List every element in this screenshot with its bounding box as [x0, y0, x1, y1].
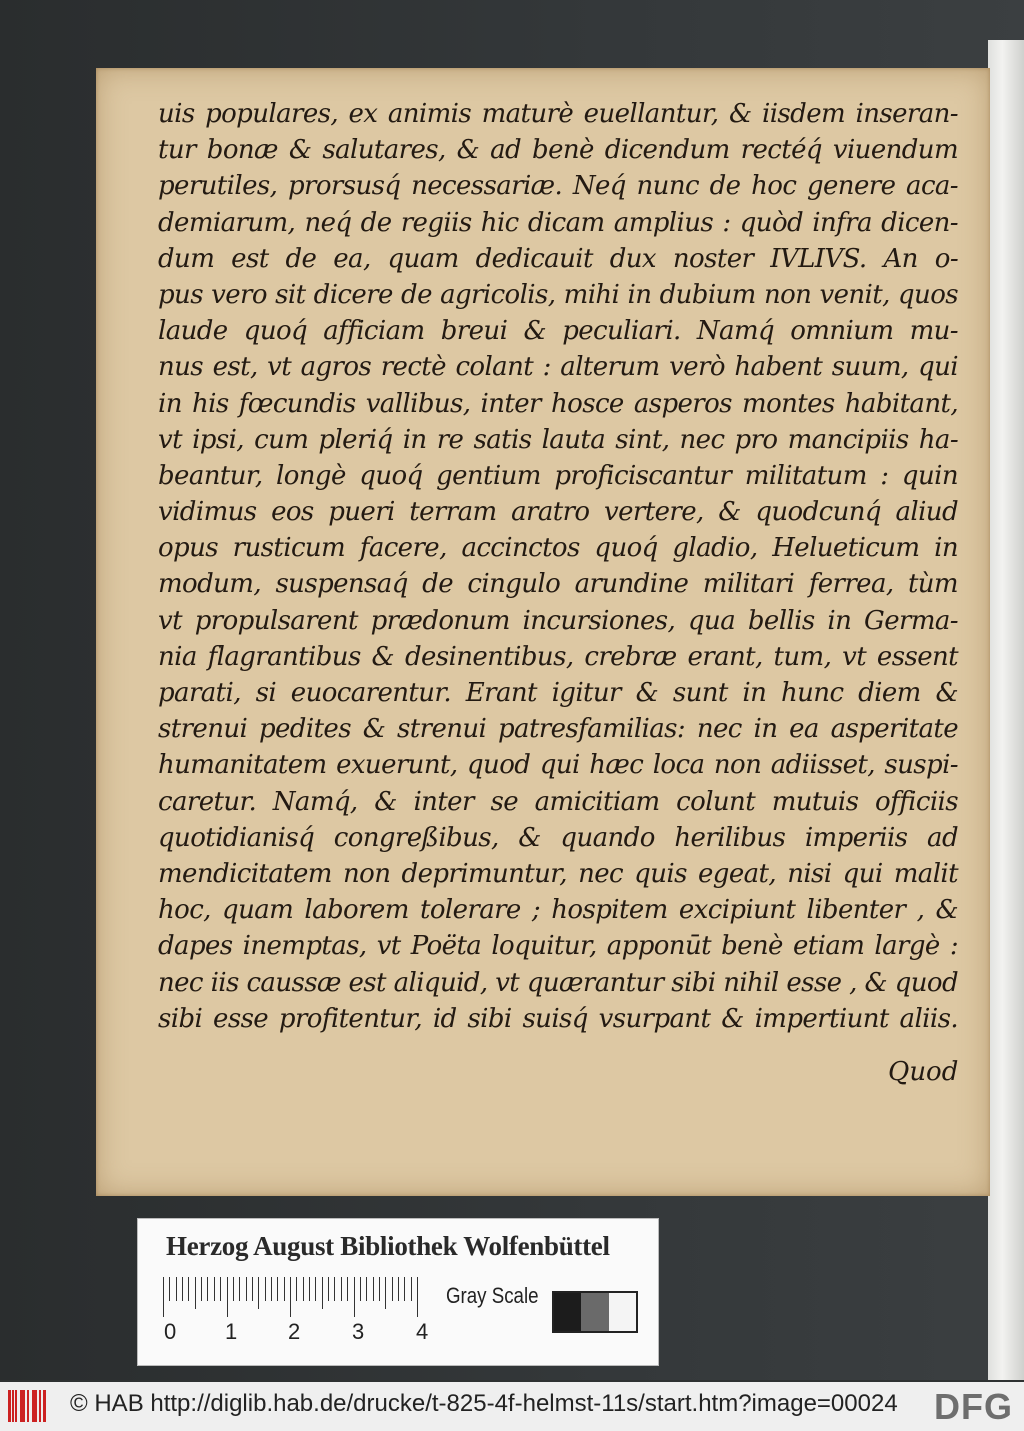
ruler-tick	[322, 1277, 323, 1309]
library-label-card	[137, 1218, 659, 1366]
ruler-tick	[341, 1277, 342, 1301]
ruler-tick	[271, 1277, 272, 1301]
gray-swatch-light	[609, 1293, 636, 1331]
text-line: hoc, quam laborem tolerare ; hospitem excipiunt libenter , &	[158, 895, 958, 926]
ruler-number: 1	[225, 1319, 238, 1344]
text-line: caretur. Namq́, & inter se amicitiam colunt mutuis officiis	[158, 786, 958, 817]
text-line: perutiles, prorsusq́ necessariæ. Neq́ nunc de hoc genere aca-	[158, 171, 958, 202]
text-line: in his fœcundis vallibus, inter hosce asperos montes habitant,	[158, 388, 958, 419]
ruler-number: 3	[352, 1319, 365, 1344]
ruler-tick	[188, 1277, 189, 1301]
text-line: vt ipsi, cum pleriq́ in re satis lauta sint, nec pro mancipiis ha-	[158, 424, 958, 455]
ruler-tick	[354, 1277, 355, 1317]
ruler-tick	[265, 1277, 266, 1301]
text-line: dapes inemptas, vt Poëta loquitur, apponūt benè etiam largè :	[158, 931, 958, 962]
ruler-number: 2	[288, 1319, 301, 1344]
ruler-tick	[258, 1277, 259, 1309]
ruler-tick	[182, 1277, 183, 1301]
text-line: tur bonæ & salutares, & ad benè dicendum rectéq́ viuendum	[158, 135, 958, 166]
ruler-tick	[373, 1277, 374, 1301]
ruler-tick	[163, 1277, 164, 1317]
gray-swatch-mid	[581, 1293, 608, 1331]
ruler-tick	[277, 1277, 278, 1301]
ruler-tick	[392, 1277, 393, 1301]
ruler-tick	[290, 1277, 291, 1317]
ruler-tick	[417, 1277, 418, 1317]
ruler-tick	[284, 1277, 285, 1301]
ruler-tick	[398, 1277, 399, 1301]
text-line: sibi esse profitentur, id sibi suisq́ vsurpant & impertiunt aliis.	[158, 1003, 958, 1034]
ruler-tick	[201, 1277, 202, 1301]
text-line: strenui pedites & strenui patresfamilias: nec in ea asperitate	[158, 714, 958, 745]
text-line: demiarum, neq́ de regiis hic dicam amplius : quòd infra dicen-	[158, 207, 958, 238]
ruler-tick	[195, 1277, 196, 1309]
ruler-tick	[176, 1277, 177, 1301]
text-line: nus est, vt agros rectè colant : alterum verò habent suum, qui	[158, 352, 958, 383]
text-line: vidimus eos pueri terram aratro vertere, & quodcunq́ aliud	[158, 497, 958, 528]
ruler-tick	[246, 1277, 247, 1301]
ruler-tick	[169, 1277, 170, 1301]
dfg-logo: DFG	[934, 1386, 1013, 1427]
ruler-number: 0	[164, 1319, 177, 1344]
ruler-tick	[411, 1277, 412, 1301]
text-line: modum, suspensaq́ de cingulo arundine militari ferrea, tùm	[158, 569, 958, 600]
ruler-tick	[239, 1277, 240, 1301]
ruler-tick	[220, 1277, 221, 1301]
text-line: mendicitatem non deprimuntur, nec quis egeat, nisi qui malit	[158, 858, 958, 889]
ruler-tick	[296, 1277, 297, 1301]
text-line: nec iis caussæ est aliquid, vt quærantur sibi nihil esse , & quod	[158, 967, 958, 998]
ruler-tick	[309, 1277, 310, 1301]
text-line: humanitatem exuerunt, quod qui hæc loca non adiisset, suspi-	[158, 750, 958, 781]
text-line: quotidianisq́ congreßibus, & quando herilibus imperiis ad	[158, 822, 958, 853]
footer-bar	[0, 1382, 1024, 1431]
measuring-ruler	[163, 1277, 421, 1321]
ruler-tick	[347, 1277, 348, 1301]
ruler-tick	[328, 1277, 329, 1301]
text-line: opus rusticum facere, accinctos quoq́ gladio, Helueticum in	[158, 533, 958, 564]
gray-scale-swatch	[552, 1291, 638, 1333]
hab-barcode-icon	[8, 1390, 48, 1422]
ruler-tick	[315, 1277, 316, 1301]
text-line: parati, si euocarentur. Erant igitur & sunt in hunc diem &	[158, 678, 958, 708]
text-line: dum est de ea, quam dedicauit dux noster IVLIVS. An o-	[158, 243, 958, 274]
gray-scale-label: Gray Scale	[446, 1283, 539, 1308]
ruler-tick	[404, 1277, 405, 1301]
page-edge	[988, 40, 1024, 1380]
ruler-tick	[233, 1277, 234, 1301]
text-line: nia flagrantibus & desinentibus, crebræ erant, tum, vt essent	[158, 641, 958, 672]
ruler-tick	[360, 1277, 361, 1301]
ruler-tick	[303, 1277, 304, 1301]
ruler-tick	[366, 1277, 367, 1301]
ruler-tick	[214, 1277, 215, 1301]
ruler-tick	[385, 1277, 386, 1309]
source-url[interactable]: © HAB http://diglib.hab.de/drucke/t-825-4f-helmst-11s/start.htm?image=00024	[70, 1390, 898, 1417]
gray-swatch-dark	[554, 1293, 581, 1331]
ruler-number: 4	[416, 1319, 429, 1344]
ruler-tick	[334, 1277, 335, 1301]
catchword: Quod	[888, 1057, 959, 1087]
ruler-tick	[227, 1277, 228, 1317]
text-line: laude quoq́ afficiam breui & peculiari. Namq́ omnium mu-	[158, 316, 958, 347]
text-line: beantur, longè quoq́ gentium proficiscantur militatum : quin	[158, 460, 958, 491]
ruler-tick	[379, 1277, 380, 1301]
text-line: uis populares, ex animis maturè euellantur, & iisdem inseran-	[158, 99, 958, 129]
text-line: vt propulsarent prædonum incursiones, qua bellis in Germa-	[158, 605, 958, 636]
ruler-tick	[207, 1277, 208, 1301]
text-line: pus vero sit dicere de agricolis, mihi in dubium non venit, quos	[158, 279, 958, 310]
library-name: Herzog August Bibliothek Wolfenbüttel	[166, 1231, 610, 1261]
page-text	[158, 96, 958, 1037]
ruler-tick	[252, 1277, 253, 1301]
